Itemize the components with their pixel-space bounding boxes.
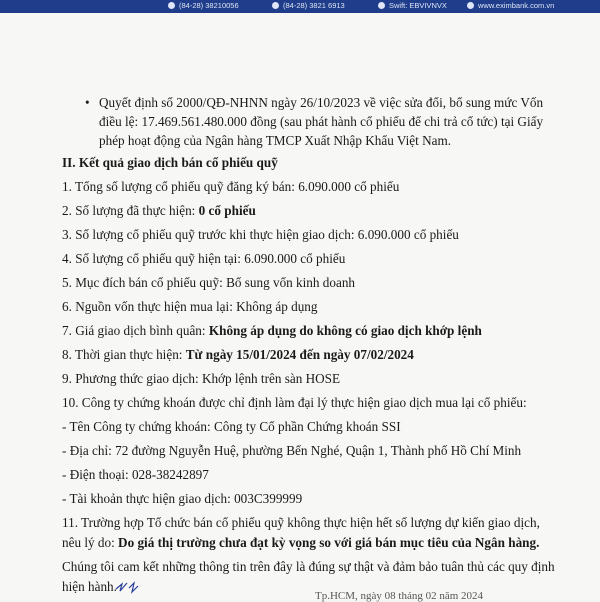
website-contact	[467, 1, 554, 10]
item-8	[62, 348, 414, 361]
item-2	[62, 204, 256, 217]
fax-number: (84-28) 3821 6913	[283, 1, 345, 10]
date-line-fragment: Tp.HCM, ngày 08 tháng 02 năm 2024	[315, 590, 484, 602]
item-11: 11. Trường hợp Tổ chức bán cổ phiếu quỹ không thực hiện hết số lượng dự kiến giao dịch,	[62, 515, 540, 530]
item-4: 4. Số lượng cổ phiếu quỹ hiện tại: 6.090.000 cổ phiếu	[62, 251, 346, 266]
fax-contact	[272, 1, 345, 10]
phone-number: (84-28) 38210056	[179, 1, 239, 10]
phone-icon	[168, 2, 175, 9]
commitment-line: Chúng tôi cam kết những thông tin trên đây là đúng sự thật và đảm bảo tuân thủ các quy định	[62, 559, 555, 574]
website-link[interactable]: www.eximbank.com.vn	[478, 1, 555, 10]
item-label: 7. Giá giao dịch bình quân:	[62, 323, 209, 338]
item-10: 10. Công ty chứng khoán được chỉ định làm đại lý thực hiện giao dịch mua lại cổ phiếu:	[62, 395, 527, 410]
swift-code: Swift: EBVIVNVX	[389, 1, 447, 10]
phone-contact	[168, 1, 239, 10]
item-label: 2. Số lượng đã thực hiện:	[62, 203, 199, 218]
globe-icon	[467, 2, 474, 9]
commitment-line: hiện hành.	[62, 579, 117, 594]
broker-address: - Địa chỉ: 72 đường Nguyễn Huệ, phường Bến Nghé, Quận 1, Thành phố Hồ Chí Minh	[62, 443, 522, 458]
section-title: II. Kết quả giao dịch bán cổ phiếu quỹ	[62, 155, 278, 170]
bullet-icon: •	[85, 95, 90, 110]
item-7	[62, 324, 482, 337]
broker-account: - Tài khoản thực hiện giao dịch: 003C399999	[62, 491, 303, 506]
handwritten-initials	[114, 580, 144, 594]
item-value: Từ ngày 15/01/2024 đến ngày 07/02/2024	[185, 347, 414, 362]
item-label: nêu lý do:	[62, 535, 119, 550]
item-value: Do giá thị trường chưa đạt kỳ vọng so với giá bán mục tiêu của Ngân hàng.	[118, 535, 540, 550]
item-3: 3. Số lượng cổ phiếu quỹ trước khi thực hiện giao dịch: 6.090.000 cổ phiếu	[62, 227, 459, 242]
bullet-line: phép hoạt động của Ngân hàng TMCP Xuất Nhập Khẩu Việt Nam.	[99, 133, 452, 148]
broker-phone: - Điện thoại: 028-38242897	[62, 467, 209, 482]
item-1: 1. Tổng số lượng cổ phiếu quỹ đăng ký bán: 6.090.000 cổ phiếu	[62, 179, 400, 194]
item-value: Không áp dụng do không có giao dịch khớp lệnh	[208, 323, 482, 338]
swift-contact	[378, 1, 447, 10]
fax-icon	[272, 2, 279, 9]
item-11-reason	[62, 536, 539, 549]
item-6: 6. Nguồn vốn thực hiện mua lại: Không áp dụng	[62, 299, 318, 314]
broker-name: - Tên Công ty chứng khoán: Công ty Cổ phần Chứng khoán SSI	[62, 419, 401, 434]
item-5: 5. Mục đích bán cổ phiếu quỹ: Bổ sung vốn kinh doanh	[62, 275, 356, 290]
item-label: 8. Thời gian thực hiện:	[62, 347, 186, 362]
item-9: 9. Phương thức giao dịch: Khớp lệnh trên sàn HOSE	[62, 371, 341, 386]
item-value: 0 cổ phiếu	[198, 203, 256, 218]
letterhead-bar	[0, 0, 600, 13]
swift-icon	[378, 2, 385, 9]
bullet-line: Quyết định số 2000/QĐ-NHNN ngày 26/10/2023 về việc sửa đổi, bổ sung mức Vốn	[99, 95, 544, 110]
bullet-line: điều lệ: 17.469.561.480.000 đồng (sau phát hành cổ phiếu để chi trả cổ tức) tại Giấy	[99, 114, 544, 129]
